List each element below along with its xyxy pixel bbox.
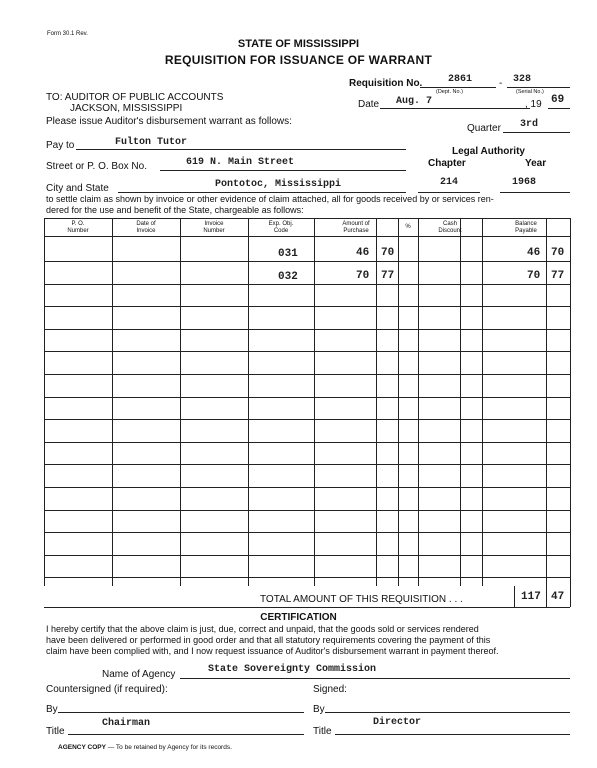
header-exp-obj-code: Exp. Obj. Code [268,221,294,234]
table-column-line [570,218,571,586]
row2-amount-cents: 77 [381,270,395,282]
total-label: TOTAL AMOUNT OF THIS REQUISITION . . . [260,594,463,605]
form-title: REQUISITION FOR ISSUANCE OF WARRANT [164,53,433,67]
row1-balance-dollars: 46 [527,247,541,259]
table-row-line [44,306,570,307]
row2-balance-cents: 77 [551,270,565,282]
left-title-label: Title [46,726,65,737]
table-column-line [314,218,315,586]
table-row-line [44,555,570,556]
row1-amount-dollars: 46 [356,247,370,259]
table-row-line [44,351,570,352]
serial-number: 328 [513,74,532,85]
form-number: Form 30.1 Rev. [47,31,88,37]
header-invoice-number: Invoice Number [203,221,225,234]
table-row-line [44,577,570,578]
city-value: Pontotoc, Mississippi [215,179,342,190]
table-row-line [44,397,570,398]
table-column-line [180,218,181,586]
year-label: Year [525,158,547,169]
table-row-line [44,284,570,285]
chapter-value: 214 [440,177,459,188]
table-row-line [44,261,570,262]
table-row-line [44,510,570,511]
left-title-value: Chairman [102,718,151,729]
table-row-line [44,374,570,375]
table-row-line [44,419,570,420]
to-line-3: Please issue Auditor's disbursement warrant as follows: [46,116,292,127]
to-line-2: JACKSON, MISSISSIPPI [70,103,183,114]
header-cash-discount: Cash Discount [438,221,462,234]
row1-code: 031 [278,248,298,260]
street-value: 619 N. Main Street [186,157,295,168]
total-cents: 47 [551,591,565,603]
agency-value: State Sovereignty Commission [208,664,377,675]
table-column-line [482,218,483,586]
table-row-line [44,329,570,330]
header-po-number: P. O. Number [67,221,89,234]
certification-line-2: have been delivered or performed in good order and that all statutory requirements covering the payment of this [46,635,491,645]
settle-text-2: dered for the use and benefit of the State, chargeable as follows: [46,205,304,215]
table-column-line [418,218,419,586]
table-column-line [112,218,113,586]
settle-text-1: to settle claim as shown by invoice or other evidence of claim attached, all for goods received by or services ren- [46,194,494,204]
countersigned-label: Countersigned (if required): [46,684,168,695]
city-label: City and State [46,183,109,194]
row2-balance-dollars: 70 [527,270,541,282]
left-by-label: By [46,704,58,715]
legal-authority-heading: Legal Authority [452,146,525,157]
date-label: Date [358,99,380,110]
right-title-label: Title [313,726,332,737]
table-column-line [460,218,461,586]
row1-balance-cents: 70 [551,247,565,259]
right-title-value: Director [373,717,422,728]
state-heading: STATE OF MISSISSIPPI [237,38,360,50]
header-amount-of-purchase: Amount of Purchase [342,221,370,234]
signed-label: Signed: [313,684,347,695]
row2-amount-dollars: 70 [356,270,370,282]
row2-code: 032 [278,271,298,283]
year-value: 69 [551,94,565,106]
table-row-line [44,464,570,465]
quarter-value: 3rd [520,119,539,130]
table-column-line [376,218,377,586]
quarter-label: Quarter [467,123,501,134]
certification-heading: CERTIFICATION [260,612,337,623]
pay-to-label: Pay to [46,140,75,151]
table-column-line [44,218,45,586]
total-dollars: 117 [521,591,541,603]
header-percent: % [405,224,411,230]
table-row-line [44,442,570,443]
row1-amount-cents: 70 [381,247,395,259]
chapter-label: Chapter [428,158,466,169]
table-column-line [398,218,399,586]
table-row-line [44,532,570,533]
legal-year-value: 1968 [512,177,537,188]
table-column-line [546,218,547,586]
right-by-label: By [313,704,325,715]
street-label: Street or P. O. Box No. [46,161,147,172]
pay-to-value: Fulton Tutor [115,137,188,148]
agency-label: Name of Agency [102,669,176,680]
total-cell-line [514,586,515,607]
total-cell-line [546,586,547,607]
certification-line-1: I hereby certify that the above claim is just, due, correct and unpaid, that the goods sold or services rendered [46,624,479,634]
table-row-line [44,487,570,488]
to-line-1: TO: AUDITOR OF PUBLIC ACCOUNTS [46,92,224,103]
table-column-line [248,218,249,586]
dept-number: 2861 [448,74,473,85]
requisition-label: Requisition No. [349,78,423,89]
table-row-line [44,236,570,237]
total-cell-line [570,586,571,607]
footer-note: AGENCY COPY — To be retained by Agency for its records. [58,744,232,751]
date-value: Aug. 7 [396,96,433,107]
certification-line-3: claim have been complied with, and I now request issuance of Auditor's disbursement warrant in payment thereof. [46,646,499,656]
header-date-of-invoice: Date of Invoice [136,221,156,234]
header-balance-payable: Balance Payable [515,221,537,234]
